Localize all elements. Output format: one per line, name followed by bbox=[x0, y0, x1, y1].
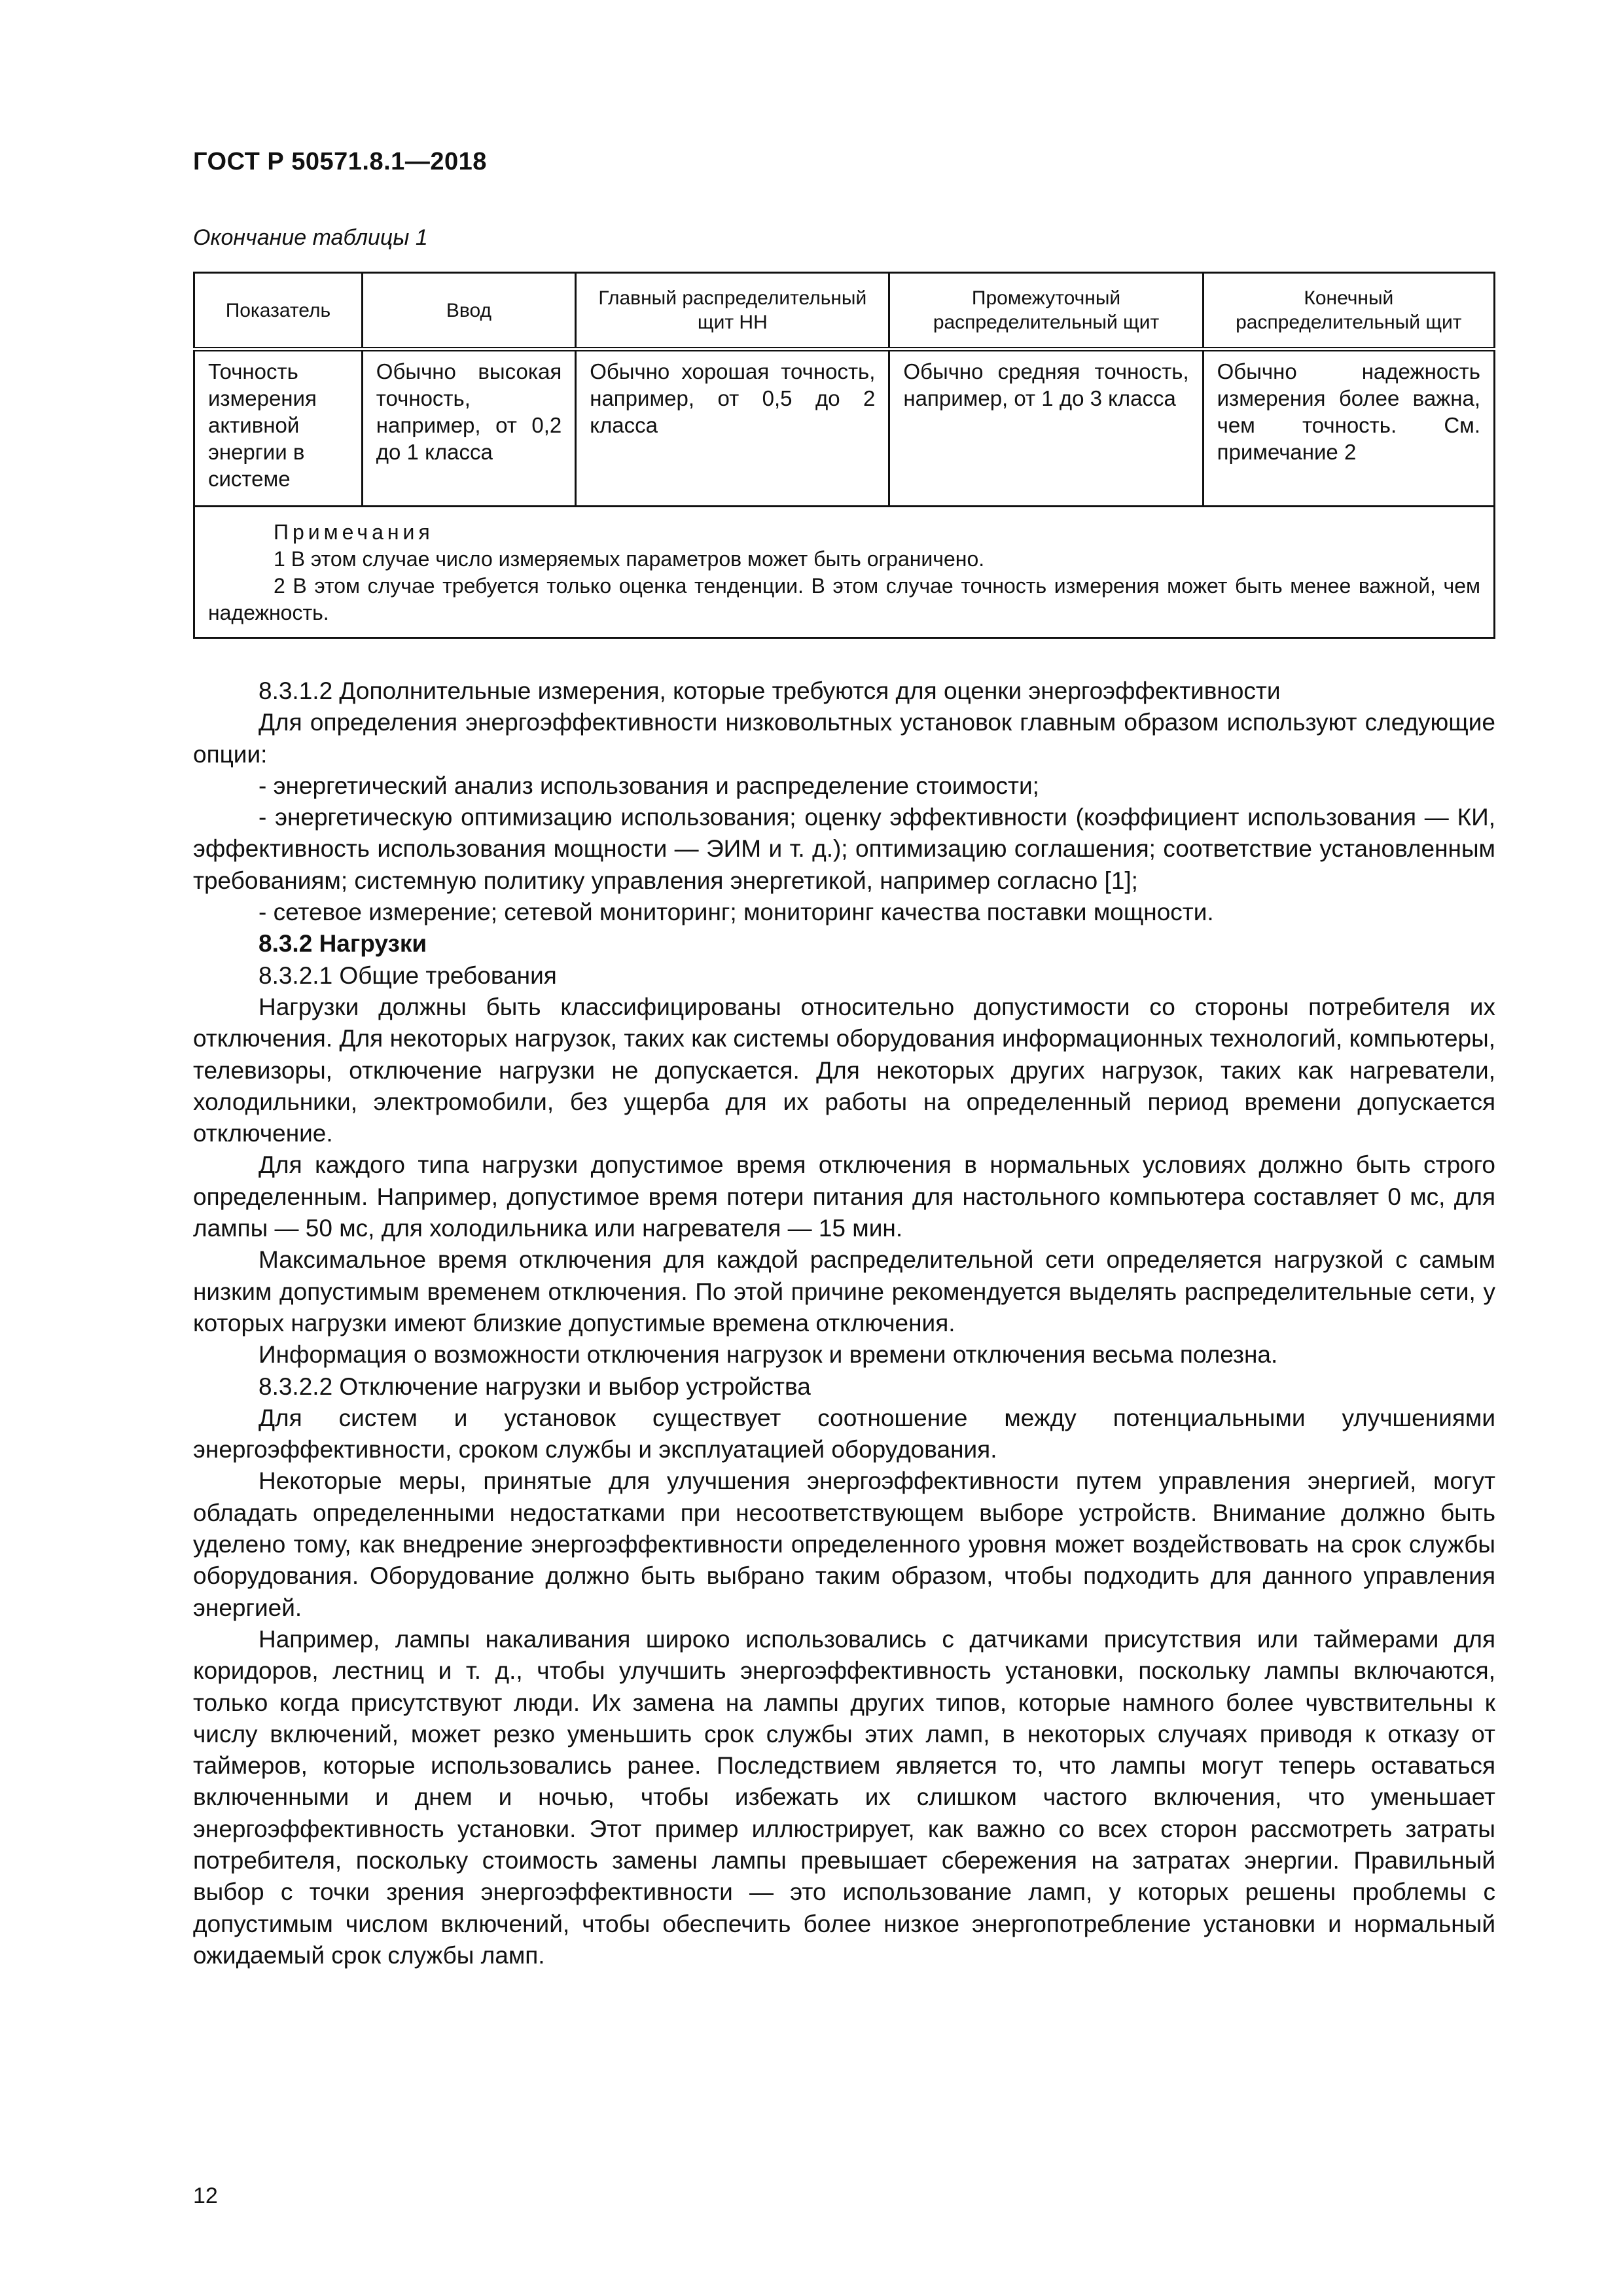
paragraph: Нагрузки должны быть классифицированы относительно допустимости со стороны потребителя их отключения. Для некоторых нагрузок, таких как системы оборудования информационных технологий, компьютеры, телевизоры, отключение нагрузки не допускается. Для некоторых других нагрузок, таких как нагреватели, холодильники, электромобили, без ущерба для их работы на определенный период времени допускается отключение. bbox=[193, 993, 1495, 1147]
table-caption: Окончание таблицы 1 bbox=[193, 225, 428, 250]
list-item: - сетевое измерение; сетевой мониторинг; мониторинг качества поставки мощности. bbox=[259, 899, 1214, 926]
paragraph: Для определения энергоэффективности низковольтных установок главным образом используют следующие опции: bbox=[193, 709, 1495, 768]
body-text bbox=[193, 675, 1495, 1971]
table-cell: Точность измерения активной энергии в системе bbox=[194, 350, 363, 507]
table-cell: Обычно средняя точность, например, от 1 до 3 класса bbox=[889, 350, 1203, 507]
section-heading: 8.3.2 Нагрузки bbox=[259, 930, 427, 958]
table-notes bbox=[194, 507, 1495, 638]
paragraph: Например, лампы накаливания широко использовались с датчиками присутствия или таймерами для коридоров, лестниц и т. д., чтобы улучшить энергоэффективность установки, поскольку лампы включаются, только когда присутствуют люди. Их замена на лампы других типов, которые намного более чувствительны к числу включений, может резко уменьшить срок службы этих ламп, в некоторых случаях приводя к отказу от таймеров, которые использовались ранее. Последствием является то, что лампы могут теперь оставаться включенными и днем и ночью, чтобы избежать их слишком частого включения, что уменьшает энергоэффективность установки. Этот пример иллюстрирует, как важно со всех сторон рассмотреть затраты потребителя, поскольку стоимость замены лампы превышает сбережения на затратах энергии. Правильный выбор с точки зрения энергоэффективности — это использование ламп, у которых решены проблемы с допустимым числом включений, чтобы обеспечить более низкое энергопотребление установки и нормальный ожидаемый срок службы ламп. bbox=[193, 1625, 1495, 1969]
note-item: 1 В этом случае число измеряемых параметров может быть ограничено. bbox=[274, 547, 985, 571]
table-cell: Обычно хорошая точность, например, от 0,5 до 2 класса bbox=[576, 350, 889, 507]
table-header-row bbox=[194, 273, 1495, 350]
table-cell: Обычно высокая точность, например, от 0,2 до 1 класса bbox=[362, 350, 575, 507]
table-notes-row bbox=[194, 507, 1495, 638]
document-header: ГОСТ Р 50571.8.1—2018 bbox=[193, 148, 487, 175]
notes-title: Примечания bbox=[274, 520, 434, 544]
page-number: 12 bbox=[193, 2183, 218, 2208]
clause-heading: 8.3.2.2 Отключение нагрузки и выбор устройства bbox=[259, 1372, 811, 1400]
clause-heading: 8.3.2.1 Общие требования bbox=[259, 961, 557, 989]
column-header: Конечный распределительный щит bbox=[1203, 273, 1494, 350]
list-item: - энергетический анализ использования и распределение стоимости; bbox=[259, 772, 1039, 799]
paragraph: Для каждого типа нагрузки допустимое время отключения в нормальных условиях должно быть строго определенным. Например, допустимое время потери питания для настольного компьютера составляет 0 мс, для лампы — 50 мс, для холодильника или нагревателя — 15 мин. bbox=[193, 1151, 1495, 1242]
paragraph: Для систем и установок существует соотношение между потенциальными улучшениями энергоэффективности, сроком службы и эксплуатацией оборудования. bbox=[193, 1404, 1495, 1463]
table-row bbox=[194, 350, 1495, 507]
paragraph: Информация о возможности отключения нагрузок и времени отключения весьма полезна. bbox=[259, 1341, 1278, 1369]
list-item: - энергетическую оптимизацию использования; оценку эффективности (коэффициент использования — КИ, эффективность использования мощности — ЭИМ и т. д.); оптимизацию соглашения; соответствие установленным требованиям; системную политику управления энергетикой, например согласно [1]; bbox=[193, 804, 1495, 894]
column-header: Промежуточный распределительный щит bbox=[889, 273, 1203, 350]
column-header: Главный распределительный щит НН bbox=[576, 273, 889, 350]
table-cell: Обычно надежность измерения более важна, чем точность. См. примечание 2 bbox=[1203, 350, 1494, 507]
paragraph: Некоторые меры, принятые для улучшения энергоэффективности путем управления энергией, могут обладать определенными недостатками при несоответствующем выборе устройств. Внимание должно быть уделено тому, как внедрение энергоэффективности определенного уровня может воздействовать на срок службы оборудования. Оборудование должно быть выбрано таким образом, чтобы подходить для данного управления энергией. bbox=[193, 1467, 1495, 1621]
note-item: 2 В этом случае требуется только оценка тенденции. В этом случае точность измерения может быть менее важной, чем надежность. bbox=[208, 574, 1480, 624]
column-header: Ввод bbox=[362, 273, 575, 350]
paragraph: Максимальное время отключения для каждой распределительной сети определяется нагрузкой с самым низким допустимым временем отключения. По этой причине рекомендуется выделять распределительные сети, у которых нагрузки имеют близкие допустимые времена отключения. bbox=[193, 1246, 1495, 1336]
clause-heading: 8.3.1.2 Дополнительные измерения, которые требуются для оценки энергоэффективности bbox=[259, 677, 1281, 704]
specification-table bbox=[193, 272, 1495, 639]
column-header: Показатель bbox=[194, 273, 363, 350]
